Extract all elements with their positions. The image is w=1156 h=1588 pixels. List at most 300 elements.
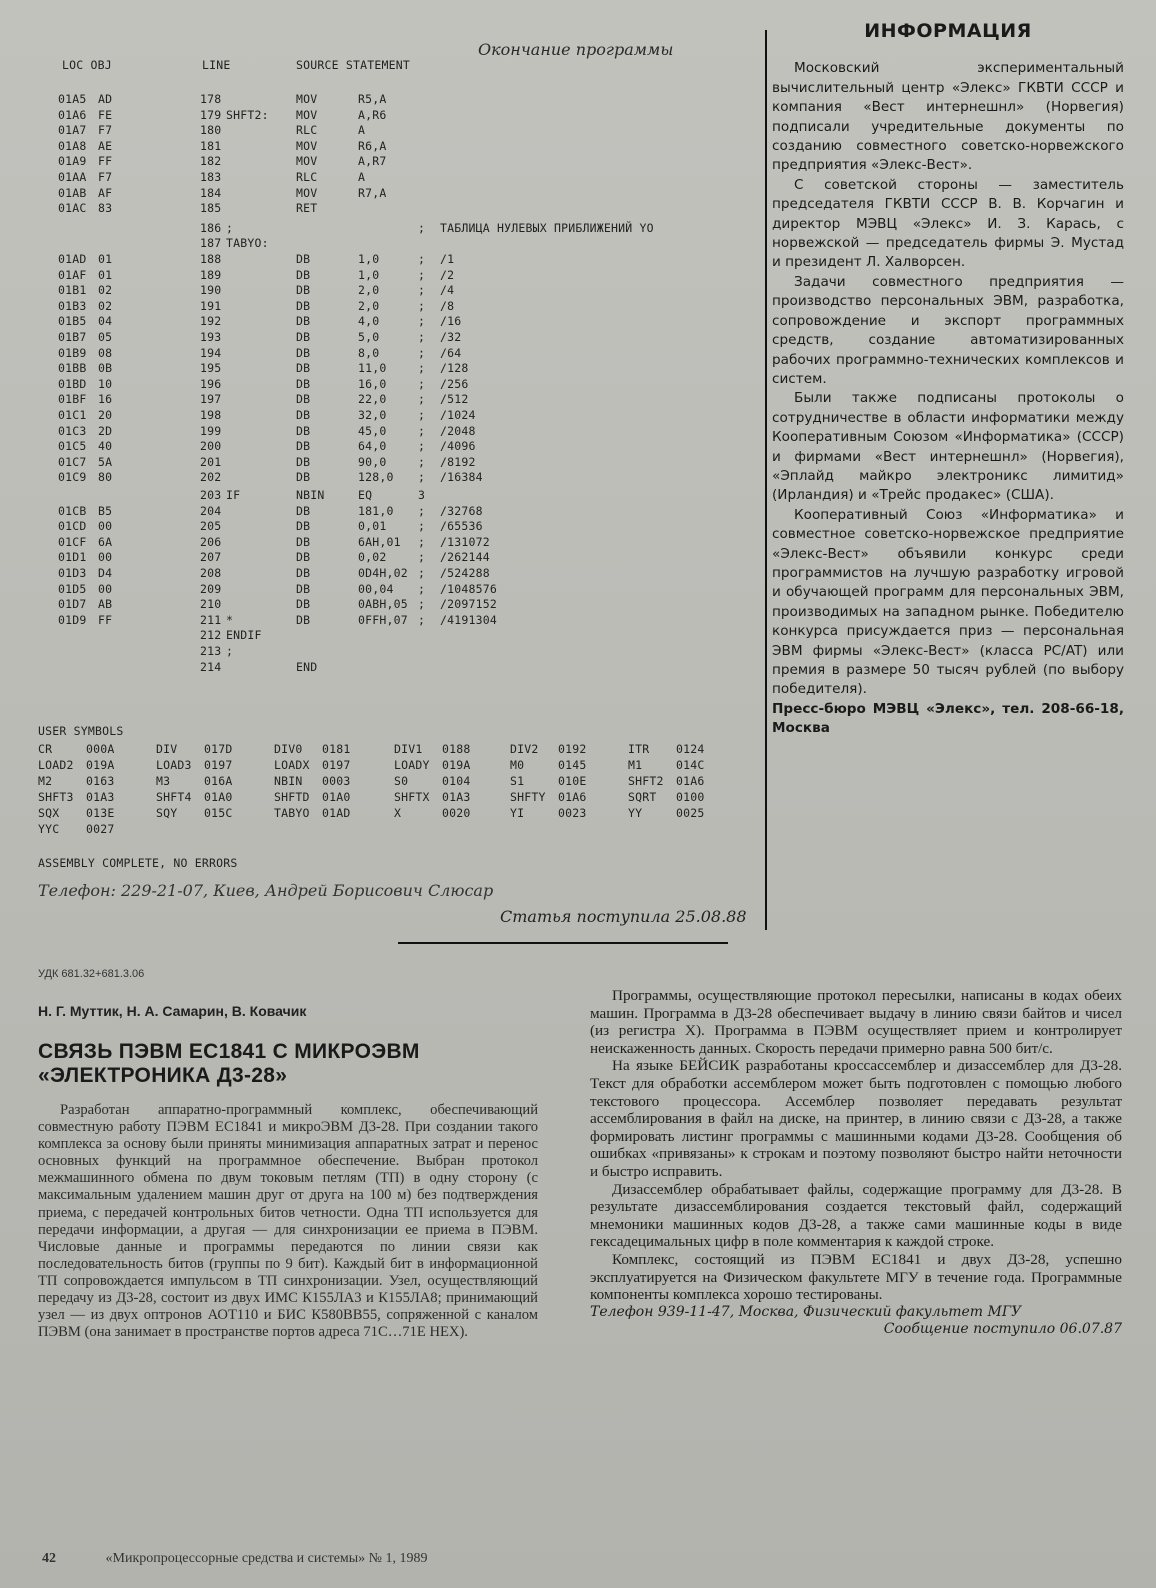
symbol-address: 01A3 bbox=[86, 790, 115, 804]
assembly-status: ASSEMBLY COMPLETE, NO ERRORS bbox=[38, 856, 238, 870]
symbol-address: 0020 bbox=[442, 806, 471, 820]
listing-op: DB bbox=[296, 439, 311, 454]
listing-obj: FF bbox=[98, 612, 113, 627]
symbol-name: SHFT4 bbox=[156, 790, 192, 804]
listing-semi: ; bbox=[418, 267, 426, 282]
listing-row bbox=[0, 92, 700, 107]
listing-cmt: /4 bbox=[440, 283, 455, 298]
listing-line: 185 bbox=[200, 201, 222, 216]
listing-loc: 01B3 bbox=[58, 298, 87, 313]
listing-row bbox=[0, 330, 700, 345]
listing-line: 181 bbox=[200, 138, 222, 153]
symbol-address: 0197 bbox=[322, 758, 351, 772]
listing-op: DB bbox=[296, 392, 311, 407]
symbol-address: 0104 bbox=[442, 774, 471, 788]
listing-obj: AE bbox=[98, 138, 113, 153]
article-title bbox=[38, 1040, 420, 1088]
listing-semi: ; bbox=[418, 283, 426, 298]
listing-cmt: /32 bbox=[440, 330, 462, 344]
listing-op: DB bbox=[296, 581, 311, 596]
info-paragraph: Московский экспериментальный вычислительный центр «Элекс» ГКВТИ СССР и компания «Вест интернешнл» (Норвегия) подписали учредительные документы по созданию совместного советско-норвежского предприятия «Элекс-Вест». bbox=[772, 60, 1124, 174]
listing-op: MOV bbox=[296, 138, 318, 153]
listing-loc: 01AD bbox=[58, 252, 87, 266]
listing-semi: ; bbox=[418, 612, 426, 627]
listing-loc: 01B9 bbox=[58, 345, 87, 360]
listing-row bbox=[0, 123, 700, 138]
listing-row bbox=[0, 455, 700, 470]
listing-semi: ; bbox=[418, 597, 426, 612]
listing-arg: EQ bbox=[358, 488, 373, 502]
symbol-row bbox=[38, 774, 738, 790]
symbol-address: 000A bbox=[86, 742, 115, 756]
listing-contact: Телефон: 229-21-07, Киев, Андрей Борисович Слюсар bbox=[38, 881, 494, 900]
listing-op: RLC bbox=[296, 170, 318, 184]
listing-loc: 01BF bbox=[58, 392, 87, 407]
listing-arg: A bbox=[358, 123, 366, 138]
listing-op: DB bbox=[296, 283, 311, 298]
info-paragraph: С советской стороны — заместитель председателя ГКВТИ СССР В. В. Корчагин и директор МЭВЦ «Элекс» И. З. Карась, с норвежской — председатель фирмы Э. Мустад и президент Л. Халворсен. bbox=[772, 176, 1124, 271]
listing-op: DB bbox=[296, 534, 311, 549]
symbol-address: 014C bbox=[676, 758, 705, 772]
header-line: LINE bbox=[202, 58, 231, 72]
page-number: 42 bbox=[42, 1551, 56, 1566]
listing-line: 196 bbox=[200, 376, 222, 391]
column-divider bbox=[765, 30, 767, 930]
listing-op: DB bbox=[296, 361, 311, 376]
listing-line: 179 bbox=[200, 107, 222, 122]
listing-arg: 0ABH,05 bbox=[358, 597, 408, 612]
listing-line: 206 bbox=[200, 534, 222, 549]
symbol-name: M1 bbox=[628, 758, 643, 772]
symbol-address: 0197 bbox=[204, 758, 233, 772]
listing-cmt: /16 bbox=[440, 314, 462, 329]
listing-op: MOV bbox=[296, 92, 318, 106]
continuation-title: Окончание программы bbox=[478, 40, 674, 59]
info-column bbox=[772, 22, 1124, 739]
symbol-address: 0124 bbox=[676, 742, 705, 756]
listing-row bbox=[0, 566, 700, 581]
listing-cmt: /32768 bbox=[440, 503, 483, 518]
listing-cmt: /2048 bbox=[440, 423, 476, 438]
info-heading: ИНФОРМАЦИЯ bbox=[864, 20, 1032, 42]
listing-loc: 01D7 bbox=[58, 597, 87, 612]
listing-row bbox=[0, 535, 700, 550]
listing-row bbox=[0, 346, 700, 361]
listing-line: 187 bbox=[200, 236, 222, 251]
listing-obj: 05 bbox=[98, 330, 113, 344]
listing-arg: 32,0 bbox=[358, 408, 387, 422]
listing-line: 214 bbox=[200, 659, 222, 674]
listing-row bbox=[0, 613, 700, 628]
listing-loc: 01D9 bbox=[58, 612, 87, 627]
listing-op: RLC bbox=[296, 123, 318, 138]
listing-row bbox=[0, 597, 700, 612]
symbol-address: 0003 bbox=[322, 774, 351, 788]
listing-line: 193 bbox=[200, 330, 222, 344]
info-paragraph: Были также подписаны протоколы о сотрудничестве в области информатики между Кооперативным Союзом «Информатика» (СССР) и фирмами «Вест интернешнл» (Норвегия), «Эплайд майкро электроникс лимитид» (Ирландия) и «Трейс продакес» (США). bbox=[772, 390, 1124, 504]
listing-row bbox=[0, 660, 700, 675]
listing-op: DB bbox=[296, 470, 311, 485]
symbol-address: 0027 bbox=[86, 822, 115, 836]
listing-cmt: /512 bbox=[440, 392, 469, 407]
header-source: SOURCE STATEMENT bbox=[296, 58, 410, 72]
listing-line: 211 bbox=[200, 612, 222, 627]
listing-header bbox=[62, 58, 722, 74]
listing-obj: FE bbox=[98, 107, 113, 122]
listing-obj: 02 bbox=[98, 283, 113, 298]
listing-cmt: /2097152 bbox=[440, 597, 497, 612]
listing-row bbox=[0, 361, 700, 376]
symbol-address: 010E bbox=[558, 774, 587, 788]
listing-obj: 01 bbox=[98, 252, 113, 266]
listing-loc: 01B1 bbox=[58, 283, 87, 298]
listing-arg: 0,01 bbox=[358, 519, 387, 534]
listing-op: END bbox=[296, 659, 318, 674]
listing-line: 205 bbox=[200, 519, 222, 534]
symbol-address: 0025 bbox=[676, 806, 705, 820]
listing-line: 188 bbox=[200, 252, 222, 266]
listing-op: DB bbox=[296, 345, 311, 360]
symbol-address: 01AD bbox=[322, 806, 351, 820]
listing-row bbox=[0, 628, 700, 643]
listing-label: IF bbox=[226, 488, 241, 502]
listing-obj: F7 bbox=[98, 170, 113, 184]
listing-label: ENDIF bbox=[226, 628, 262, 643]
listing-line: 194 bbox=[200, 345, 222, 360]
listing-loc: 01B7 bbox=[58, 330, 87, 344]
listing-obj: 04 bbox=[98, 314, 113, 329]
symbol-address: 01A6 bbox=[676, 774, 705, 788]
article-received-date: Сообщение поступило 06.07.87 bbox=[883, 1321, 1122, 1338]
symbol-name: M0 bbox=[510, 758, 525, 772]
symbol-name: SQRT bbox=[628, 790, 657, 804]
info-paragraph: Задачи совместного предприятия — производство персональных ЭВМ, разработка, сопровождение и экспорт программных средств, создание автоматизированных рабочих программно-технических комплексов и систем. bbox=[772, 273, 1124, 387]
listing-obj: 20 bbox=[98, 408, 113, 422]
symbol-name: SHFT3 bbox=[38, 790, 74, 804]
listing-line: 190 bbox=[200, 283, 222, 298]
article-right-column bbox=[590, 987, 1122, 1339]
symbol-name: SQY bbox=[156, 806, 178, 820]
listing-line: 213 bbox=[200, 644, 222, 658]
symbol-name: SHFTY bbox=[510, 790, 546, 804]
article-paragraph: Разработан аппаратно-программный комплекс, обеспечивающий совместную работу ПЭВМ ЕС1841 и микроЭВМ Д3-28. При создании такого комплекса за основу были приняты минимизация аппаратных затрат и перенос основных функций на программное обеспечение. Выбран протокол межмашинного обмена по двум токовым петлям (ТП) в одну сторону (с максимальным удалением машин друг от друга на 100 м) без подтверждения приема, с передачей контрольных битов четности. Одна ТП используется для передачи информации, а другая — для синхронизации ее приема в ПЭВМ. Числовые данные и программы передаются по линии связи как последовательность битов (группы по 9 бит). Каждый бит в информационной ТП сопровождается импульсом в ТП синхронизации. Узел, осуществляющий передачу из Д3-28, состоит из двух ИМС К155ЛА3 и К155ЛА8; принимающий узел — из двух оптронов АОТ110 и БИС К580ВВ55, сопряженной с каналом ПЭВМ (она занимает в пространстве портов адреса 71С…71Е HEX). bbox=[38, 1102, 538, 1341]
symbol-name: DIV1 bbox=[394, 742, 423, 756]
listing-arg: 128,0 bbox=[358, 470, 394, 485]
symbol-name: LOADX bbox=[274, 758, 310, 772]
listing-cmt: /1024 bbox=[440, 408, 476, 422]
section-divider bbox=[398, 942, 728, 944]
symbols-title: USER SYMBOLS bbox=[38, 724, 124, 738]
listing-arg: 22,0 bbox=[358, 392, 387, 407]
symbol-name: SQX bbox=[38, 806, 60, 820]
press-credit: Пресс-бюро МЭВЦ «Элекс», тел. 208-66-18, Москва bbox=[772, 700, 1124, 737]
listing-obj: 40 bbox=[98, 439, 113, 454]
listing-semi: ; bbox=[418, 566, 426, 580]
listing-cmt: /1 bbox=[440, 252, 455, 266]
listing-row bbox=[0, 154, 700, 169]
listing-row bbox=[0, 186, 700, 201]
listing-row bbox=[0, 170, 700, 185]
listing-loc: 01AC bbox=[58, 201, 87, 216]
symbol-address: 01A3 bbox=[442, 790, 471, 804]
listing-loc: 01A5 bbox=[58, 92, 87, 106]
listing-obj: 0B bbox=[98, 361, 113, 376]
listing-row bbox=[0, 439, 700, 454]
listing-cmt: /256 bbox=[440, 376, 469, 391]
symbol-address: 0100 bbox=[676, 790, 705, 804]
listing-arg: 181,0 bbox=[358, 503, 394, 518]
symbol-name: YYC bbox=[38, 822, 60, 836]
listing-arg: 00,04 bbox=[358, 581, 394, 596]
listing-obj: 00 bbox=[98, 550, 113, 565]
listing-obj: 08 bbox=[98, 345, 113, 360]
listing-arg: A,R6 bbox=[358, 107, 387, 122]
listing-line: 210 bbox=[200, 597, 222, 612]
listing-row bbox=[0, 221, 700, 236]
listing-semi: ; bbox=[418, 550, 426, 565]
listing-cmt: /4191304 bbox=[440, 612, 497, 627]
symbol-name: YI bbox=[510, 806, 525, 820]
listing-loc: 01A8 bbox=[58, 138, 87, 153]
listing-row bbox=[0, 582, 700, 597]
listing-row bbox=[0, 268, 700, 283]
article-title-line: «ЭЛЕКТРОНИКА Д3-28» bbox=[38, 1064, 288, 1087]
listing-loc: 01B5 bbox=[58, 314, 87, 329]
symbol-name: CR bbox=[38, 742, 53, 756]
listing-loc: 01CD bbox=[58, 519, 87, 534]
listing-obj: 02 bbox=[98, 298, 113, 313]
listing-line: 212 bbox=[200, 628, 222, 643]
udk-code: УДК 681.32+681.3.06 bbox=[38, 968, 145, 980]
listing-semi: ; bbox=[418, 314, 426, 329]
listing-line: 208 bbox=[200, 566, 222, 580]
symbol-row bbox=[38, 822, 738, 838]
listing-op: DB bbox=[296, 330, 311, 344]
listing-obj: 00 bbox=[98, 581, 113, 596]
listing-arg: A bbox=[358, 170, 366, 184]
listing-obj: AF bbox=[98, 185, 113, 200]
symbol-address: 0188 bbox=[442, 742, 471, 756]
listing-arg: 6AH,01 bbox=[358, 534, 401, 549]
listing-label: ; bbox=[226, 220, 234, 235]
listing-semi: ; bbox=[418, 534, 426, 549]
listing-semi: ; bbox=[418, 252, 426, 266]
symbol-address: 01A0 bbox=[204, 790, 233, 804]
article-paragraph: На языке БЕЙСИК разработаны кроссассемблер и дизассемблер для Д3-28. Текст для обработки ассемблером может быть подготовлен с помощью любого текстового процессора. Ассемблер позволяет передавать результат ассемблирования в файл на диске, на принтер, в линию связи с Д3-28, а также формировать листинг программы с машинными кодами Д3-28. Сообщения об ошибках «привязаны» к строкам и поэтому позволяют быстро найти неточности и быстро исправить. bbox=[590, 1057, 1122, 1180]
listing-op: DB bbox=[296, 519, 311, 534]
listing-obj: B5 bbox=[98, 503, 113, 518]
listing-line: 204 bbox=[200, 503, 222, 518]
listing-cmt: /131072 bbox=[440, 534, 490, 549]
symbol-name: DIV2 bbox=[510, 742, 539, 756]
article-title-line: СВЯЗЬ ПЭВМ ЕС1841 С МИКРОЭВМ bbox=[38, 1040, 420, 1063]
listing-row bbox=[0, 377, 700, 392]
listing-line: 184 bbox=[200, 185, 222, 200]
listing-semi: ; bbox=[418, 470, 426, 485]
symbol-address: 01A0 bbox=[322, 790, 351, 804]
symbol-name: LOAD2 bbox=[38, 758, 74, 772]
listing-line: 201 bbox=[200, 454, 222, 469]
listing-obj: 80 bbox=[98, 470, 113, 485]
listing-arg: 2,0 bbox=[358, 283, 380, 298]
listing-row bbox=[0, 644, 700, 659]
listing-row bbox=[0, 408, 700, 423]
listing-semi: ; bbox=[418, 454, 426, 469]
listing-semi: ; bbox=[418, 298, 426, 313]
listing-arg: 45,0 bbox=[358, 423, 387, 438]
listing-semi: ; bbox=[418, 361, 426, 376]
symbol-name: DIV bbox=[156, 742, 178, 756]
listing-semi: ; bbox=[418, 220, 426, 235]
symbol-row bbox=[38, 742, 738, 758]
listing-op: NBIN bbox=[296, 488, 325, 502]
listing-op: DB bbox=[296, 503, 311, 518]
listing-cmt: ТАБЛИЦА НУЛЕВЫХ ПРИБЛИЖЕНИЙ YO bbox=[440, 220, 654, 235]
symbol-address: 0023 bbox=[558, 806, 587, 820]
listing-line: 191 bbox=[200, 298, 222, 313]
listing-op: DB bbox=[296, 550, 311, 565]
listing-semi: ; bbox=[418, 503, 426, 518]
symbol-address: 0192 bbox=[558, 742, 587, 756]
listing-row bbox=[0, 392, 700, 407]
listing-arg: 11,0 bbox=[358, 361, 387, 376]
listing-line: 186 bbox=[200, 220, 222, 235]
listing-row bbox=[0, 314, 700, 329]
listing-semi: ; bbox=[418, 376, 426, 391]
listing-line: 189 bbox=[200, 267, 222, 282]
listing-op: DB bbox=[296, 597, 311, 612]
symbol-name: X bbox=[394, 806, 402, 820]
listing-op: DB bbox=[296, 267, 311, 282]
listing-op: DB bbox=[296, 298, 311, 313]
listing-line: 192 bbox=[200, 314, 222, 329]
listing-arg: R5,A bbox=[358, 92, 387, 106]
listing-line: 183 bbox=[200, 170, 222, 184]
listing-loc: 01BB bbox=[58, 361, 87, 376]
listing-cmt: /4096 bbox=[440, 439, 476, 454]
listing-obj: 00 bbox=[98, 519, 113, 534]
listing-arg: 0FFH,07 bbox=[358, 612, 408, 627]
article-left-column bbox=[38, 1102, 538, 1341]
listing-cmt: /8192 bbox=[440, 454, 476, 469]
listing-op: DB bbox=[296, 454, 311, 469]
listing-arg: 1,0 bbox=[358, 267, 380, 282]
symbol-name: TABYO bbox=[274, 806, 310, 820]
listing-obj: D4 bbox=[98, 566, 113, 580]
article-paragraph: Дизассемблер обрабатывает файлы, содержащие программу для Д3-28. В результате дизассемблирования создается текстовый файл, содержащий мнемоники машинных кодов Д3-28, а также сами машинные коды в виде гексадецимальных цифр в поле комментария к каждой строке. bbox=[590, 1180, 1122, 1251]
listing-arg: R6,A bbox=[358, 138, 387, 153]
listing-received-date: Статья поступила 25.08.88 bbox=[500, 907, 747, 926]
listing-row bbox=[0, 201, 700, 216]
symbol-name: NBIN bbox=[274, 774, 303, 788]
symbol-address: 013E bbox=[86, 806, 115, 820]
symbol-address: 017D bbox=[204, 742, 233, 756]
listing-row bbox=[0, 283, 700, 298]
symbol-name: DIV0 bbox=[274, 742, 303, 756]
listing-label: * bbox=[226, 612, 234, 627]
listing-row bbox=[0, 504, 700, 519]
listing-label: SHFT2: bbox=[226, 107, 269, 122]
article-paragraph: Программы, осуществляющие протокол пересылки, написаны в кодах обеих машин. Программа в Д3-28 обеспечивает выдачу в линию связи байтов и чисел (из регистра X). Программа в ПЭВМ осуществляет прием и контролирует неискаженность данных. Скорость передачи примерно равна 500 бит/с. bbox=[590, 987, 1122, 1057]
listing-op: DB bbox=[296, 314, 311, 329]
symbol-name: SHFT2 bbox=[628, 774, 664, 788]
listing-loc: 01D5 bbox=[58, 581, 87, 596]
listing-row bbox=[0, 424, 700, 439]
symbol-name: S0 bbox=[394, 774, 409, 788]
listing-row bbox=[0, 252, 700, 267]
listing-semi: ; bbox=[418, 439, 426, 454]
listing-obj: 6A bbox=[98, 534, 113, 549]
listing-arg: 4,0 bbox=[358, 314, 380, 329]
listing-arg: A,R7 bbox=[358, 154, 387, 169]
listing-obj: 2D bbox=[98, 423, 113, 438]
listing-op: DB bbox=[296, 408, 311, 422]
listing-loc: 01AF bbox=[58, 267, 87, 282]
article-contact: Телефон 939-11-47, Москва, Физический факультет МГУ bbox=[590, 1303, 1022, 1320]
listing-obj: FF bbox=[98, 154, 113, 169]
listing-line: 207 bbox=[200, 550, 222, 565]
listing-loc: 01CF bbox=[58, 534, 87, 549]
listing-cmt: /128 bbox=[440, 361, 469, 376]
symbol-address: 019A bbox=[442, 758, 471, 772]
listing-semi: ; bbox=[418, 345, 426, 360]
listing-loc: 01C7 bbox=[58, 454, 87, 469]
listing-op: DB bbox=[296, 612, 311, 627]
symbol-name: M3 bbox=[156, 774, 171, 788]
listing-semi: 3 bbox=[418, 488, 426, 502]
listing-arg: 8,0 bbox=[358, 345, 380, 360]
listing-cmt: /65536 bbox=[440, 519, 483, 534]
listing-arg: 0,02 bbox=[358, 550, 387, 565]
listing-line: 180 bbox=[200, 123, 222, 138]
listing-row bbox=[0, 139, 700, 154]
listing-semi: ; bbox=[418, 519, 426, 534]
listing-obj: F7 bbox=[98, 123, 113, 138]
listing-line: 198 bbox=[200, 408, 222, 422]
listing-semi: ; bbox=[418, 330, 426, 344]
listing-loc: 01C1 bbox=[58, 408, 87, 422]
listing-loc: 01A9 bbox=[58, 154, 87, 169]
symbol-address: 016A bbox=[204, 774, 233, 788]
listing-op: DB bbox=[296, 423, 311, 438]
listing-obj: 83 bbox=[98, 201, 113, 216]
listing-loc: 01BD bbox=[58, 376, 87, 391]
symbol-address: 019A bbox=[86, 758, 115, 772]
listing-cmt: /64 bbox=[440, 345, 462, 360]
listing-row bbox=[0, 550, 700, 565]
listing-loc: 01D3 bbox=[58, 566, 87, 580]
listing-obj: 16 bbox=[98, 392, 113, 407]
listing-line: 178 bbox=[200, 92, 222, 106]
listing-obj: 10 bbox=[98, 376, 113, 391]
listing-cmt: /524288 bbox=[440, 566, 490, 580]
symbol-name: SHFTX bbox=[394, 790, 430, 804]
listing-semi: ; bbox=[418, 392, 426, 407]
listing-obj: AD bbox=[98, 92, 113, 106]
page-footer bbox=[42, 1551, 428, 1567]
listing-loc: 01AA bbox=[58, 170, 87, 184]
symbol-name: ITR bbox=[628, 742, 650, 756]
symbol-name: LOADY bbox=[394, 758, 430, 772]
symbol-name: M2 bbox=[38, 774, 53, 788]
listing-loc: 01C3 bbox=[58, 423, 87, 438]
listing-arg: 64,0 bbox=[358, 439, 387, 454]
info-paragraph: Кооперативный Союз «Информатика» и совместное советско-норвежское предприятие «Элекс-Вест» объявили конкурс среди программистов на лучшую разработку игровой и обучающей программ для персональных ЭВМ, производимых на западном рынке. Победителю конкурса присуждается приз — персональная ЭВМ фирмы «Элекс-Вест» (класса PC/AT) или премия в размере 50 тысяч рублей (по выбору победителя). bbox=[772, 506, 1124, 698]
symbol-row bbox=[38, 758, 738, 774]
listing-cmt: /2 bbox=[440, 267, 455, 282]
listing-semi: ; bbox=[418, 408, 426, 422]
listing-cmt: /8 bbox=[440, 298, 455, 313]
